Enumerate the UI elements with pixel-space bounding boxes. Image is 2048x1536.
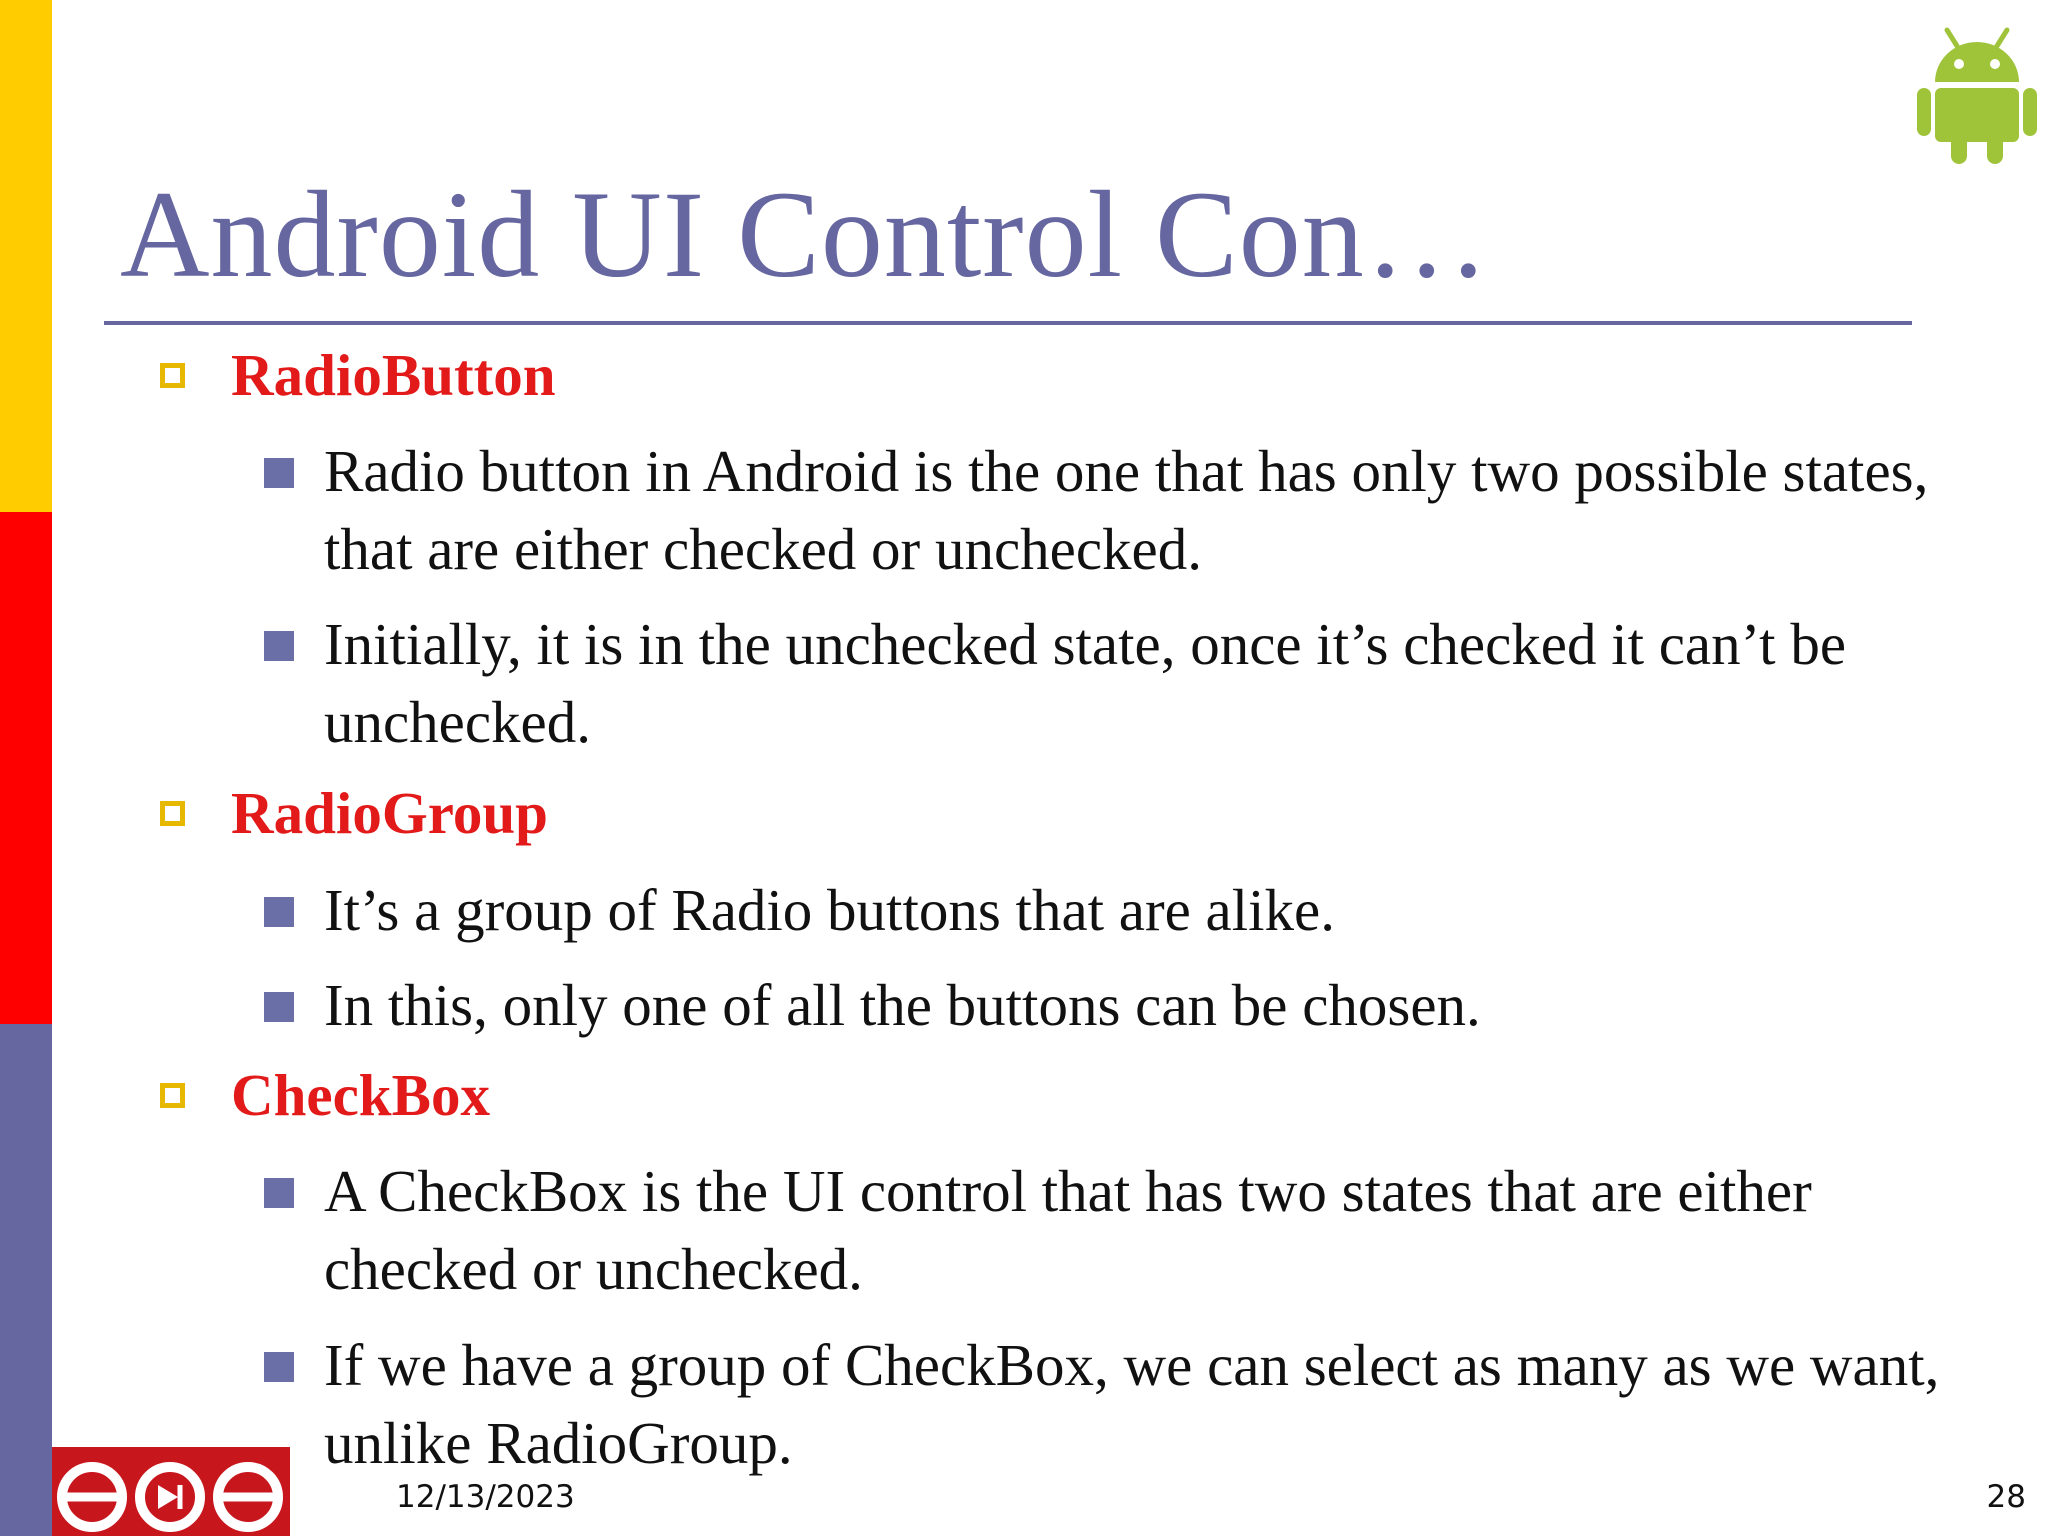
left-band-yellow — [0, 0, 52, 512]
section-label: RadioGroup — [231, 780, 548, 846]
bullet-text: A CheckBox is the UI control that has two states that are either checked or unchecked. — [324, 1158, 1812, 1302]
square-bullet-icon — [264, 897, 294, 927]
bullet-point — [264, 432, 1984, 588]
square-bullet-icon — [264, 631, 294, 661]
section-label: CheckBox — [231, 1062, 490, 1128]
left-band-purple — [0, 1024, 52, 1536]
section-checkbox — [160, 1060, 490, 1130]
bullet-point — [264, 871, 1984, 949]
bullet-point — [264, 966, 1984, 1044]
section-radiobutton — [160, 340, 556, 410]
title-divider — [104, 321, 1912, 325]
bullet-text: Initially, it is in the unchecked state, once it’s checked it can’t be unchecked. — [324, 611, 1847, 755]
bullet-point — [264, 1326, 1984, 1482]
section-label: RadioButton — [231, 342, 556, 408]
bullet-point — [264, 1152, 1984, 1308]
bullet-text: Radio button in Android is the one that has only two possible states, that are either checked or unchecked. — [324, 438, 1929, 582]
square-bullet-icon — [160, 1083, 185, 1108]
square-bullet-icon — [160, 801, 185, 826]
bullet-point — [264, 605, 1984, 761]
slide-title: Android UI Control Con… — [120, 166, 1490, 303]
bullet-text: If we have a group of CheckBox, we can select as many as we want, unlike RadioGroup. — [324, 1332, 1940, 1476]
footer-date: 12/13/2023 — [396, 1479, 575, 1515]
android-robot-icon — [1915, 24, 2039, 164]
square-bullet-icon — [160, 363, 185, 388]
page-number: 28 — [1986, 1479, 2026, 1515]
section-radiogroup — [160, 778, 548, 848]
square-bullet-icon — [264, 1178, 294, 1208]
square-bullet-icon — [264, 458, 294, 488]
bullet-text: In this, only one of all the buttons can be chosen. — [324, 972, 1481, 1038]
square-bullet-icon — [264, 1352, 294, 1382]
bullet-text: It’s a group of Radio buttons that are alike. — [324, 877, 1335, 943]
ece-logo-icon — [52, 1447, 290, 1536]
square-bullet-icon — [264, 992, 294, 1022]
left-band-red — [0, 512, 52, 1024]
